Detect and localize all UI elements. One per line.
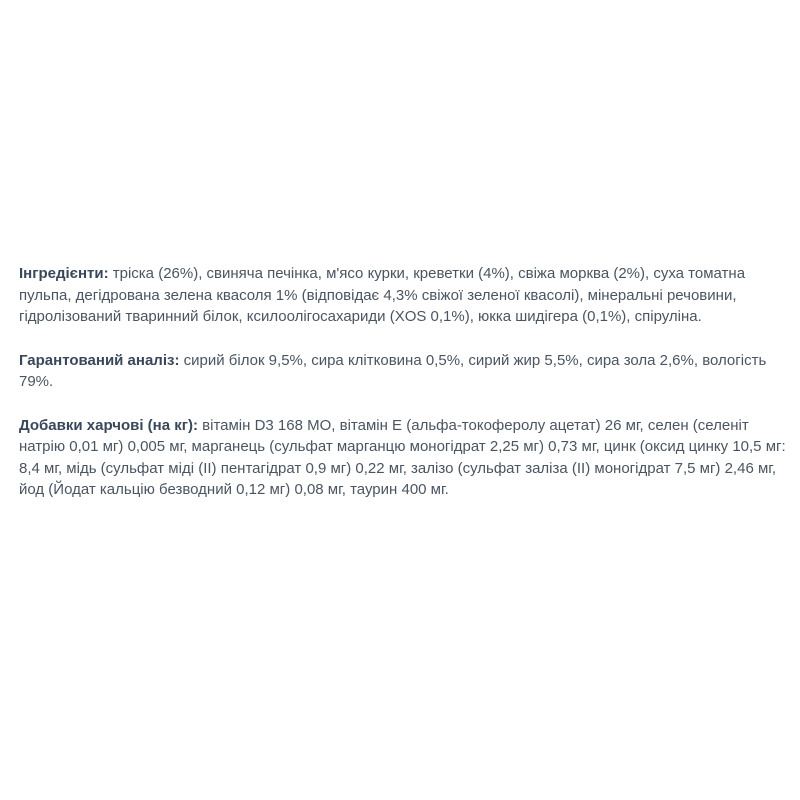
additives-label: Добавки харчові (на кг): (19, 416, 198, 434)
ingredients-paragraph (19, 263, 789, 328)
analysis-paragraph (19, 350, 789, 393)
analysis-text: сирий білок 9,5%, сира клітковина 0,5%, сирий жир 5,5%, сира зола 2,6%, вологість 79%. (19, 351, 767, 390)
product-composition (19, 263, 789, 523)
additives-paragraph (19, 415, 789, 501)
ingredients-text: тріска (26%), свиняча печінка, м'ясо курки, креветки (4%), свіжа морква (2%), суха томатна пульпа, дегідрована зелена квасоля 1% (відповідає 4,3% свіжої зеленої квасолі), мінеральні речовини, гідролізований тваринний білок, ксилоолігосахариди (XOS 0,1%), юкка шидігера (0,1%), спіруліна. (19, 265, 746, 325)
additives-text: вітамін D3 168 МО, вітамін Е (альфа-токоферолу ацетат) 26 мг, селен (селеніт натрію 0,01 мг) 0,005 мг, марганець (сульфат марганцю моногідрат 2,25 мг) 0,73 мг, цинк (оксид цинку 10,5 мг: 8,4 мг, мідь (сульфат міді (II) пентагідрат 0,9 мг) 0,22 мг, залізо (сульфат заліза (II) моногідрат 7,5 мг) 2,46 мг, йод (Йодат кальцію безводний 0,12 мг) 0,08 мг, таурин 400 мг. (19, 416, 786, 498)
analysis-label: Гарантований аналіз: (19, 351, 180, 369)
ingredients-label: Інгредієнти: (19, 265, 109, 282)
